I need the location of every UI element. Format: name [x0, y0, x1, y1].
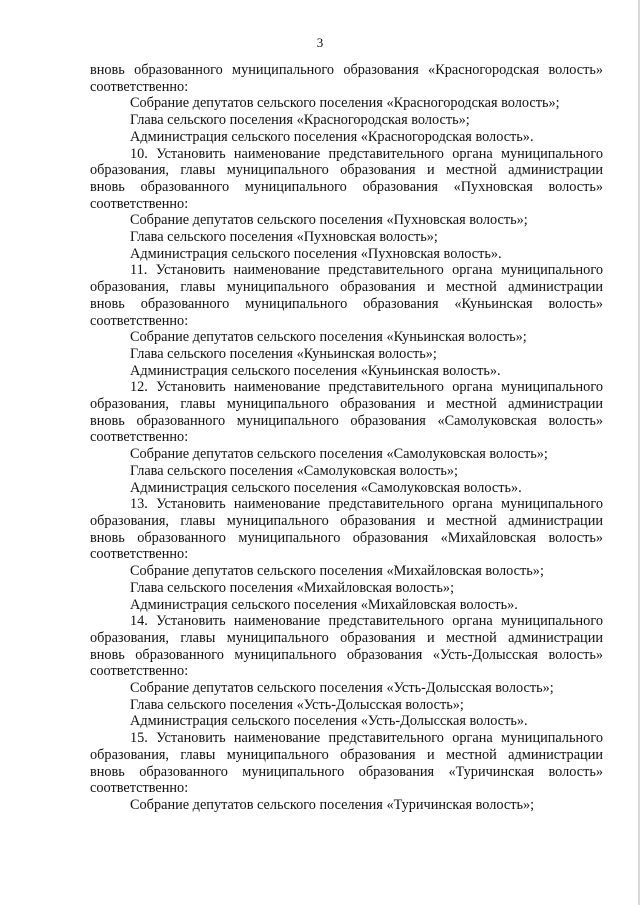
text-line: соответственно:: [90, 195, 189, 212]
document-body: [90, 62, 603, 814]
text-line: вновь образованного муниципального образования «Пухновская волость»: [90, 178, 603, 195]
list-item: Собрание депутатов сельского поселения «Михайловская волость»;: [130, 563, 544, 580]
list-item: Собрание депутатов сельского поселения «Красногородская волость»;: [130, 95, 560, 112]
text-line: образования, главы муниципального образования и местной администрации: [90, 746, 603, 763]
paragraph-14-line: 14. Установить наименование представительного органа муниципального: [130, 613, 603, 630]
text-line: вновь образованного муниципального образования «Михайловская волость»: [90, 529, 603, 546]
text-line: соответственно:: [90, 663, 189, 680]
text-line: соответственно:: [90, 780, 189, 797]
text-line: соответственно:: [90, 78, 189, 95]
text-line: вновь образованного муниципального образования «Туричинская волость»: [90, 763, 603, 780]
paragraph-13-line: 13. Установить наименование представительного органа муниципального: [130, 496, 603, 513]
paragraph-15-line: 15. Установить наименование представительного органа муниципального: [130, 730, 603, 747]
list-item: Администрация сельского поселения «Красногородская волость».: [130, 128, 534, 145]
list-item: Администрация сельского поселения «Куньинская волость».: [130, 362, 501, 379]
page-number: 3: [316, 35, 324, 50]
list-item: Администрация сельского поселения «Пухновская волость».: [130, 245, 502, 262]
text-line: вновь образованного муниципального образования «Куньинская волость»: [90, 295, 603, 312]
text-line: вновь образованного муниципального образования «Красногородская волость»: [90, 62, 603, 78]
list-item: Собрание депутатов сельского поселения «Куньинская волость»;: [130, 329, 527, 346]
text-line: вновь образованного муниципального образования «Усть-Долысская волость»: [90, 646, 603, 663]
list-item: Глава сельского поселения «Усть-Долысская волость»;: [130, 696, 464, 713]
text-line: вновь образованного муниципального образования «Самолуковская волость»: [90, 412, 603, 429]
text-line: образования, главы муниципального образования и местной администрации: [90, 512, 603, 529]
text-line: соответственно:: [90, 312, 189, 329]
paragraph-10-line: 10. Установить наименование представительного органа муниципального: [130, 145, 603, 162]
text-line: соответственно:: [90, 546, 189, 563]
list-item: Собрание депутатов сельского поселения «Усть-Долысская волость»;: [130, 680, 554, 697]
list-item: Администрация сельского поселения «Михайловская волость».: [130, 596, 518, 613]
list-item: Собрание депутатов сельского поселения «Туричинская волость»;: [130, 796, 535, 813]
list-item: Глава сельского поселения «Пухновская волость»;: [130, 229, 438, 246]
list-item: Администрация сельского поселения «Усть-Долысская волость».: [130, 713, 528, 730]
list-item: Собрание депутатов сельского поселения «Пухновская волость»;: [130, 212, 528, 229]
list-item: Администрация сельского поселения «Самолуковская волость».: [130, 479, 522, 496]
text-line: образования, главы муниципального образования и местной администрации: [90, 162, 603, 179]
list-item: Глава сельского поселения «Красногородская волость»;: [130, 112, 470, 129]
text-line: образования, главы муниципального образования и местной администрации: [90, 279, 603, 296]
list-item: Глава сельского поселения «Куньинская волость»;: [130, 345, 437, 362]
paragraph-12-line: 12. Установить наименование представительного органа муниципального: [130, 379, 603, 396]
text-line: образования, главы муниципального образования и местной администрации: [90, 629, 603, 646]
list-item: Глава сельского поселения «Михайловская волость»;: [130, 579, 455, 596]
list-item: Глава сельского поселения «Самолуковская волость»;: [130, 462, 458, 479]
text-line: соответственно:: [90, 429, 189, 446]
paragraph-11-line: 11. Установить наименование представительного органа муниципального: [130, 262, 603, 279]
list-item: Собрание депутатов сельского поселения «Самолуковская волость»;: [130, 446, 548, 463]
text-line: образования, главы муниципального образования и местной администрации: [90, 396, 603, 413]
